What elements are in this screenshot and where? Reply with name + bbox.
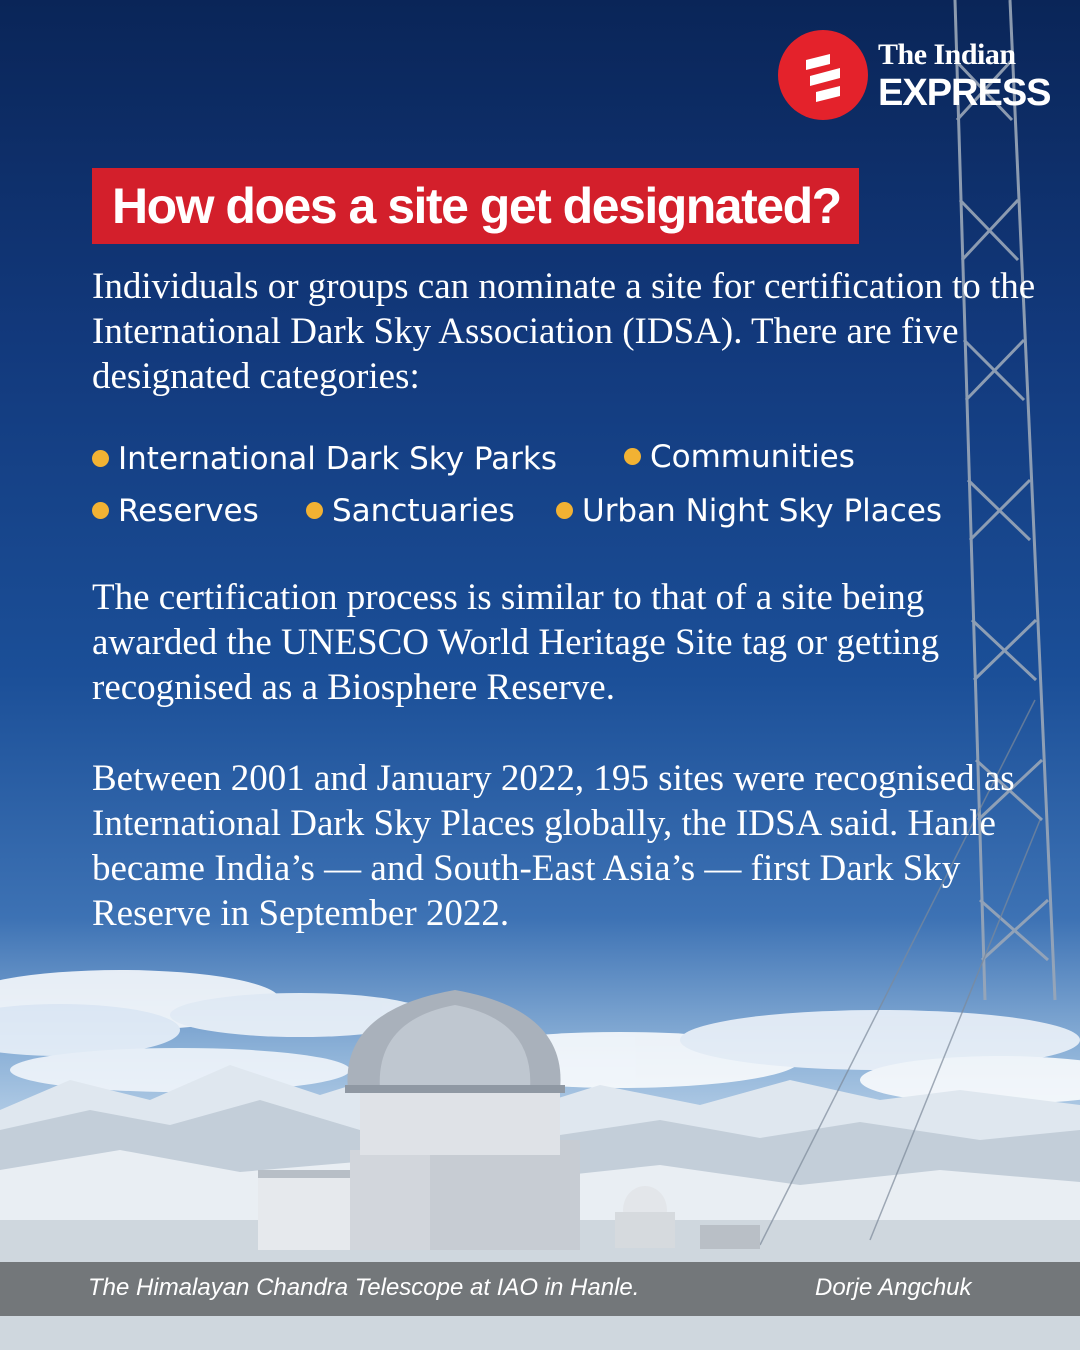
category-item: [624, 439, 855, 475]
category-item: [556, 493, 942, 529]
category-label: Urban Night Sky Places: [582, 493, 943, 529]
bullet-dot-icon: [306, 502, 323, 519]
bullet-dot-icon: [92, 502, 109, 519]
certification-paragraph: The certification process is similar to that of a site being awarded the UNESCO World Heritage Site tag or getting recognised as a Biosphere Reserve.: [92, 577, 940, 708]
category-label: Sanctuaries: [332, 493, 515, 529]
category-label: Communities: [650, 439, 855, 475]
statistics-paragraph: Between 2001 and January 2022, 195 sites were recognised as International Dark Sky Places globally, the IDSA said. Hanle became India’s — and South-East Asia’s — first Dark Sky Reserve in September 2022.: [92, 758, 1015, 934]
photo-caption: The Himalayan Chandra Telescope at IAO in Hanle.: [88, 1274, 640, 1301]
category-item: [92, 493, 259, 529]
brand-logo-icon: [778, 30, 868, 120]
category-label: Reserves: [118, 493, 259, 529]
bullet-dot-icon: [624, 448, 641, 465]
brand-logo: [778, 30, 1051, 126]
category-item: [306, 493, 515, 529]
category-label: International Dark Sky Parks: [118, 441, 557, 477]
category-item: [92, 441, 557, 477]
bullet-dot-icon: [92, 450, 109, 467]
brand-mark-icon: [778, 30, 868, 120]
bullet-dot-icon: [556, 502, 573, 519]
intro-paragraph: Individuals or groups can nominate a site for certification to the International Dark Sky Association (IDSA). There are five designated categories:: [92, 266, 1036, 397]
brand-name-line2: EXPRESS: [878, 72, 1051, 114]
headline: How does a site get designated?: [92, 168, 859, 244]
photo-credit: Dorje Angchuk: [815, 1274, 972, 1301]
brand-name-line1: The Indian: [878, 38, 1016, 71]
